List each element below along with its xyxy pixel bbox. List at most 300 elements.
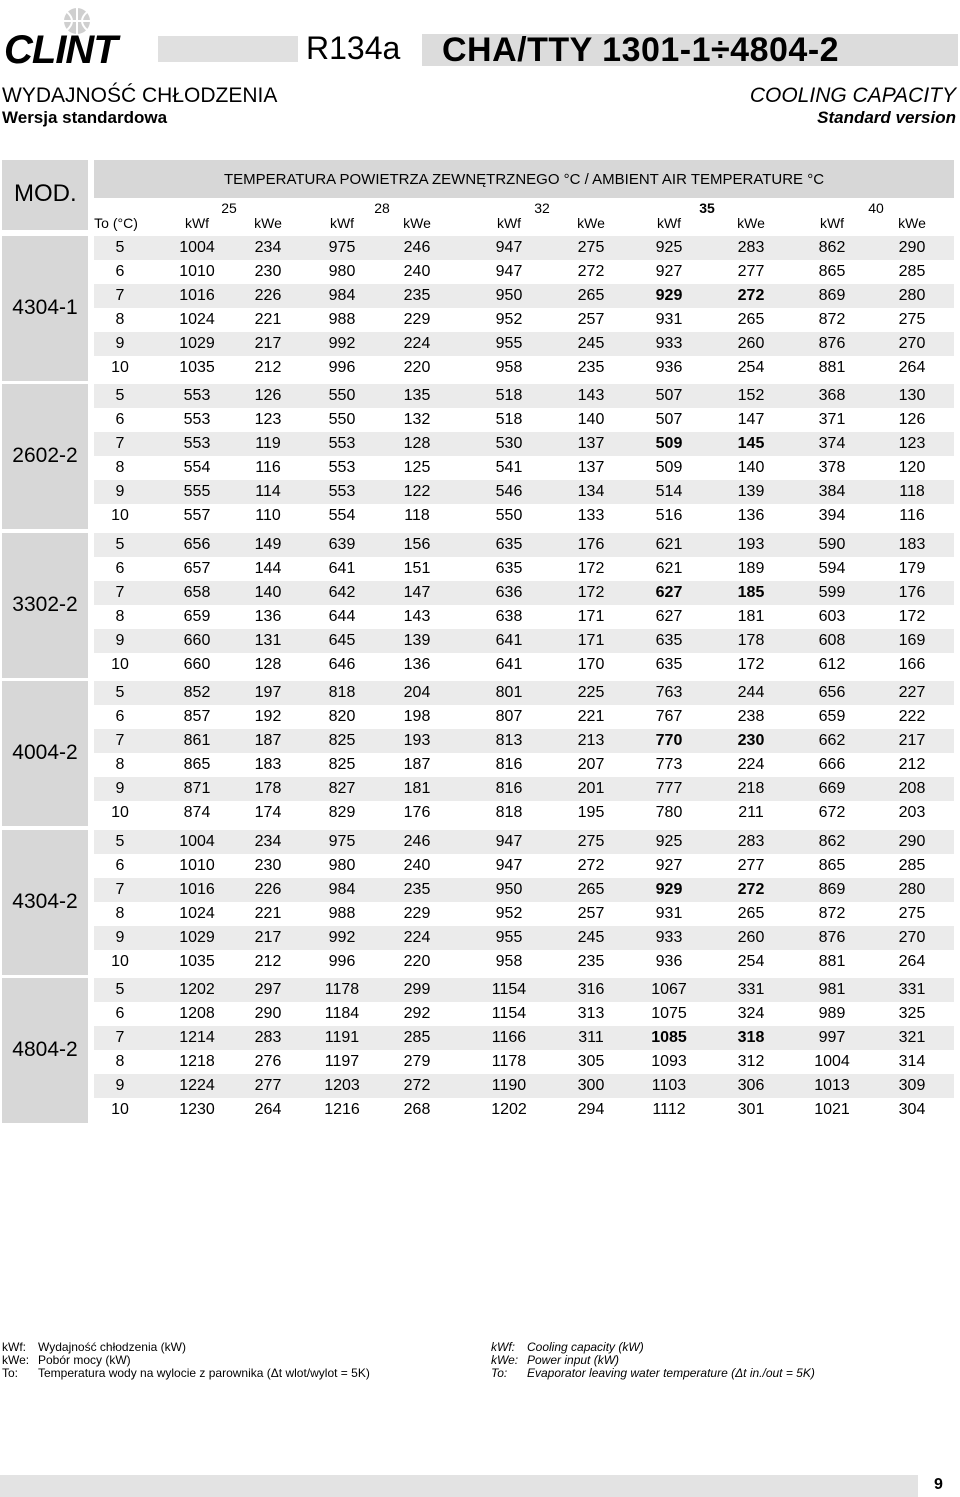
table-row: [94, 432, 954, 456]
kwf-value: 1021: [814, 1100, 850, 1118]
kwf-value: 553: [328, 458, 356, 476]
kwe-value: 172: [737, 655, 765, 673]
kwe-value: 122: [403, 482, 431, 500]
kwf-value: 541: [495, 458, 523, 476]
kwe-value: 254: [737, 952, 765, 970]
kwf-value: 1024: [179, 310, 215, 328]
kwf-value: 394: [818, 506, 846, 524]
to-value: 9: [115, 482, 125, 500]
model-range: CHA/TTY 1301-1÷4804-2: [442, 31, 840, 69]
kwe-value: 224: [737, 755, 765, 773]
kwf-value: 862: [818, 833, 846, 850]
table-row: [94, 408, 954, 432]
kwe-value: 176: [403, 803, 431, 821]
kwf-value: 997: [818, 1028, 846, 1046]
legend-line: [2, 1367, 370, 1380]
kwf-value: 857: [183, 707, 211, 725]
kwe-value: 212: [254, 952, 282, 970]
kwe-value: 226: [254, 880, 282, 898]
title-en: COOLING CAPACITY: [749, 84, 956, 107]
table-row: [94, 681, 954, 705]
kwf-value: 378: [818, 458, 846, 476]
kwf-value: 384: [818, 482, 846, 500]
kwf-value: 1203: [324, 1076, 360, 1094]
kwf-value: 666: [818, 755, 846, 773]
kwf-value: 553: [183, 387, 211, 404]
kwe-value: 331: [898, 981, 926, 998]
kwf-value: 1093: [651, 1052, 687, 1070]
kwf-value: 989: [818, 1004, 846, 1022]
table-row: [94, 705, 954, 729]
to-value: 6: [115, 262, 125, 280]
kwf-value: 553: [328, 482, 356, 500]
to-value: 8: [115, 904, 125, 922]
kwe-value: 275: [898, 310, 926, 328]
kwe-value: 187: [403, 755, 431, 773]
kwf-value: 1103: [651, 1076, 687, 1094]
kwf-value: 646: [328, 655, 356, 673]
kwe-value: 118: [899, 482, 925, 500]
to-value: 6: [115, 856, 125, 874]
kwf-value: 1004: [814, 1052, 850, 1070]
kwf-value: 1085: [651, 1028, 687, 1046]
table-row: [94, 801, 954, 825]
kwf-value: 662: [818, 731, 846, 749]
kwf-value: 865: [818, 262, 846, 280]
legend-key: To:: [2, 1366, 19, 1380]
kwf-value: 927: [655, 856, 683, 874]
kwf-value: 931: [655, 904, 683, 922]
mod-label: MOD.: [14, 180, 77, 207]
kwf-value: 554: [183, 458, 211, 476]
kwe-value: 272: [737, 286, 765, 304]
legend-key: kWf:: [491, 1340, 515, 1354]
kwe-value: 120: [898, 458, 926, 476]
table-row: [94, 260, 954, 284]
kwe-value: 172: [577, 559, 605, 577]
model-name: 2602-2: [12, 443, 78, 467]
kwe-value: 227: [898, 684, 926, 701]
kwe-value: 224: [403, 928, 431, 946]
kwf-value: 509: [655, 458, 683, 476]
kwe-value: 137: [577, 434, 605, 452]
kwf-value: 947: [495, 239, 523, 256]
kwf-value: 955: [495, 928, 523, 946]
kwf-value: 635: [495, 559, 523, 577]
kwe-value: 224: [403, 334, 431, 352]
to-value: 6: [115, 559, 125, 577]
kwe-value: 238: [737, 707, 765, 725]
kwf-value: 1154: [491, 1004, 527, 1022]
kwe-value: 235: [577, 358, 605, 376]
model-name: 3302-2: [12, 592, 78, 616]
kwe-value: 172: [577, 583, 605, 601]
kwf-value: 925: [655, 239, 683, 256]
kwf-value: 641: [495, 655, 523, 673]
kwf-value: 1010: [179, 262, 215, 280]
to-value: 8: [115, 1052, 125, 1070]
kwf-value: 627: [655, 583, 683, 601]
table-row: [94, 605, 954, 629]
kwf-value: 950: [495, 880, 523, 898]
kwe-value: 270: [898, 334, 926, 352]
table-row: [94, 950, 954, 974]
kwf-value: 825: [328, 755, 356, 773]
kwe-value: 116: [255, 458, 281, 476]
kwe-value: 314: [898, 1052, 926, 1070]
kwf-value: 641: [495, 631, 523, 649]
kwf-value: 1208: [179, 1004, 215, 1022]
kwf-value: 947: [495, 833, 523, 850]
kwf-value: 1035: [179, 952, 215, 970]
kwe-value: 213: [577, 731, 605, 749]
ambient-temp-2: 32: [534, 200, 550, 216]
kwf-value: 672: [818, 803, 846, 821]
kwf-value: 829: [328, 803, 356, 821]
to-value: 6: [115, 707, 125, 725]
kwf-value: 984: [328, 286, 356, 304]
kwe-value: 135: [403, 387, 431, 404]
kwe-value: 257: [577, 310, 605, 328]
kwe-value: 183: [254, 755, 282, 773]
kwe-value: 230: [737, 731, 765, 749]
kwf-value: 801: [495, 684, 523, 701]
kwf-value: 1216: [324, 1100, 360, 1118]
kwf-value: 1004: [179, 833, 215, 850]
kwf-value: 947: [495, 856, 523, 874]
kwf-value: 818: [495, 803, 523, 821]
kwf-value: 546: [495, 482, 523, 500]
kwf-value: 1004: [179, 239, 215, 256]
kwf-value: 635: [655, 655, 683, 673]
kwe-value: 201: [577, 779, 605, 797]
kwf-value: 621: [655, 559, 683, 577]
kwf-value: 952: [495, 310, 523, 328]
kwe-value: 193: [403, 731, 431, 749]
model-name: 4304-1: [12, 295, 78, 319]
to-value: 7: [115, 1028, 125, 1046]
model-3302-2: [2, 533, 88, 678]
kwf-value: 374: [818, 434, 846, 452]
kwe-value: 313: [577, 1004, 605, 1022]
kwe-value: 212: [898, 755, 926, 773]
kwe-value: 211: [738, 803, 764, 821]
kwf-value: 555: [183, 482, 211, 500]
kwe-value: 265: [737, 904, 765, 922]
kwf-value: 1202: [491, 1100, 527, 1118]
kwf-value: 929: [655, 286, 683, 304]
kwf-value: 773: [655, 755, 683, 773]
column-subheader: [94, 198, 954, 234]
kwf-value: 933: [655, 334, 683, 352]
brand-name: CLINT: [4, 28, 117, 72]
kwe-value: 220: [403, 358, 431, 376]
kwe-value: 229: [403, 310, 431, 328]
mod-header: [2, 160, 88, 230]
kwe-value: 119: [255, 434, 281, 452]
kwe-value: 277: [254, 1076, 282, 1094]
to-value: 9: [115, 631, 125, 649]
kwe-value: 240: [403, 856, 431, 874]
to-value: 7: [115, 583, 125, 601]
kwe-value: 170: [577, 655, 605, 673]
table-row: [94, 504, 954, 528]
kwe-value: 218: [737, 779, 765, 797]
kwe-value: 169: [898, 631, 926, 649]
table-row: [94, 1074, 954, 1098]
header-bar: [158, 36, 298, 62]
table-row: [94, 653, 954, 677]
kwe-value: 147: [403, 583, 431, 601]
kwe-value: 174: [254, 803, 282, 821]
kwf-value: 931: [655, 310, 683, 328]
kwe-value: 283: [737, 833, 765, 850]
kwf-value: 368: [818, 387, 846, 404]
table-row: [94, 777, 954, 801]
table-row: [94, 926, 954, 950]
kwe-value: 230: [254, 856, 282, 874]
legend-text: Evaporator leaving water temperature (Δt in./out = 5K): [527, 1366, 815, 1380]
to-value: 5: [115, 387, 125, 404]
kwf-value: 861: [183, 731, 211, 749]
kwe-value: 132: [403, 410, 431, 428]
kwf-value: 530: [495, 434, 523, 452]
kwe-value: 268: [403, 1100, 431, 1118]
kwf-value: 659: [818, 707, 846, 725]
kwe-value: 230: [254, 262, 282, 280]
kwe-value: 325: [898, 1004, 926, 1022]
kwe-value: 137: [577, 458, 605, 476]
kwf-value: 553: [183, 434, 211, 452]
model-name: 4804-2: [12, 1037, 78, 1061]
subtitle-pl: Wersja standardowa: [2, 108, 168, 127]
kwe-value: 130: [898, 387, 926, 404]
ambient-temp-label: TEMPERATURA POWIETRZA ZEWNĘTRZNEGO °C / AMBIENT AIR TEMPERATURE °C: [223, 171, 825, 188]
kwf-value: 865: [818, 856, 846, 874]
kwf-value: 645: [328, 631, 356, 649]
legend-text: Cooling capacity (kW): [527, 1340, 644, 1354]
kwe-value: 246: [403, 239, 431, 256]
kwe-value: 136: [254, 607, 282, 625]
kwe-value: 176: [577, 536, 605, 553]
kwf-value: 820: [328, 707, 356, 725]
kwe-value: 128: [403, 434, 431, 452]
to-value: 10: [111, 803, 129, 821]
kwf-value: 507: [655, 387, 683, 404]
kwf-value: 553: [328, 434, 356, 452]
kwf-value: 936: [655, 952, 683, 970]
to-value: 5: [115, 981, 125, 998]
kwf-value: 929: [655, 880, 683, 898]
kwe-value: 140: [737, 458, 765, 476]
kwf-value: 927: [655, 262, 683, 280]
kwf-value: 950: [495, 286, 523, 304]
kwf-value: 865: [183, 755, 211, 773]
to-value: 8: [115, 607, 125, 625]
kwf-value: 639: [328, 536, 356, 553]
kwe-header: kWe: [898, 215, 926, 231]
legend-text: Temperatura wody na wylocie z parownika (Δt wlot/wylot = 5K): [38, 1366, 370, 1380]
table-row: [94, 284, 954, 308]
kwe-value: 301: [737, 1100, 765, 1118]
kwe-value: 147: [737, 410, 765, 428]
kwe-value: 156: [403, 536, 431, 553]
kwe-value: 277: [737, 856, 765, 874]
kwf-value: 371: [818, 410, 846, 428]
kwe-value: 152: [737, 387, 765, 404]
table-row: [94, 729, 954, 753]
kwe-value: 276: [254, 1052, 282, 1070]
kwe-value: 197: [254, 684, 282, 701]
table-row: [94, 236, 954, 260]
kwe-value: 316: [577, 981, 605, 998]
kwe-value: 290: [898, 833, 926, 850]
kwf-value: 881: [818, 358, 846, 376]
kwe-value: 225: [577, 684, 605, 701]
legend-line: [491, 1367, 815, 1380]
kwe-value: 264: [898, 358, 926, 376]
legend-key: kWe:: [2, 1353, 30, 1367]
kwf-value: 975: [328, 833, 356, 850]
kwe-value: 265: [577, 880, 605, 898]
kwe-value: 290: [898, 239, 926, 256]
kwf-value: 1154: [491, 981, 527, 998]
kwf-value: 780: [655, 803, 683, 821]
table-row: [94, 854, 954, 878]
kwe-value: 309: [898, 1076, 926, 1094]
kwf-value: 656: [183, 536, 211, 553]
kwf-value: 1224: [179, 1076, 215, 1094]
kwe-value: 128: [254, 655, 282, 673]
kwe-value: 275: [577, 239, 605, 256]
kwf-value: 816: [495, 779, 523, 797]
table-row: [94, 629, 954, 653]
kwf-value: 876: [818, 928, 846, 946]
kwf-value: 1016: [179, 286, 215, 304]
kwf-value: 644: [328, 607, 356, 625]
kwe-value: 208: [898, 779, 926, 797]
kwf-value: 975: [328, 239, 356, 256]
kwe-value: 260: [737, 928, 765, 946]
kwf-value: 980: [328, 856, 356, 874]
kwf-value: 550: [328, 410, 356, 428]
kwf-value: 636: [495, 583, 523, 601]
kwe-value: 285: [403, 1028, 431, 1046]
kwf-value: 1029: [179, 334, 215, 352]
kwe-value: 280: [898, 286, 926, 304]
kwe-header: kWe: [737, 215, 765, 231]
kwe-value: 178: [737, 631, 765, 649]
ambient-temp-header: [94, 160, 954, 198]
kwe-value: 140: [577, 410, 605, 428]
table-row: [94, 1098, 954, 1122]
to-value: 10: [111, 506, 129, 524]
kwe-value: 283: [254, 1028, 282, 1046]
kwf-value: 599: [818, 583, 846, 601]
legend-pl: [2, 1341, 370, 1380]
kwe-value: 139: [403, 631, 431, 649]
table-row: [94, 902, 954, 926]
table-row: [94, 557, 954, 581]
kwe-value: 321: [898, 1028, 926, 1046]
kwf-value: 872: [818, 310, 846, 328]
kwf-value: 825: [328, 731, 356, 749]
kwe-value: 244: [737, 684, 765, 701]
kwf-value: 509: [655, 434, 683, 452]
kwe-header: kWe: [254, 215, 282, 231]
kwf-value: 612: [818, 655, 846, 673]
kwf-value: 553: [183, 410, 211, 428]
kwf-value: 952: [495, 904, 523, 922]
model-range-banner: [422, 31, 958, 69]
kwe-value: 192: [254, 707, 282, 725]
kwf-value: 518: [495, 387, 523, 404]
kwf-value: 1230: [179, 1100, 215, 1118]
kwe-value: 114: [255, 482, 281, 500]
kwf-value: 996: [328, 952, 356, 970]
kwe-value: 178: [254, 779, 282, 797]
table-row: [94, 753, 954, 777]
kwe-value: 193: [737, 536, 765, 553]
refrigerant-label: R134a: [306, 30, 401, 66]
legend-text: Power input (kW): [527, 1353, 620, 1367]
kwe-value: 226: [254, 286, 282, 304]
ambient-temp-4: 40: [868, 200, 884, 216]
kwe-value: 143: [403, 607, 431, 625]
kwe-value: 300: [577, 1076, 605, 1094]
kwf-value: 981: [818, 981, 846, 998]
kwf-value: 514: [655, 482, 683, 500]
kwe-value: 212: [254, 358, 282, 376]
page-number: 9: [934, 1476, 943, 1493]
kwe-value: 311: [578, 1028, 604, 1046]
kwf-value: 1184: [324, 1004, 360, 1022]
to-value: 5: [115, 684, 125, 701]
kwe-value: 272: [737, 880, 765, 898]
kwe-value: 246: [403, 833, 431, 850]
kwf-value: 936: [655, 358, 683, 376]
kwf-value: 635: [655, 631, 683, 649]
kwe-value: 217: [254, 928, 282, 946]
to-value: 10: [111, 1100, 129, 1118]
kwe-value: 134: [577, 482, 605, 500]
kwe-value: 270: [898, 928, 926, 946]
kwf-value: 669: [818, 779, 846, 797]
kwf-value: 871: [183, 779, 211, 797]
ambient-temp-0: 25: [221, 200, 237, 216]
kwf-header: kWf: [656, 215, 682, 231]
kwe-value: 131: [254, 631, 282, 649]
kwe-value: 222: [898, 707, 926, 725]
kwe-value: 306: [737, 1076, 765, 1094]
kwe-value: 264: [254, 1100, 282, 1118]
kwe-value: 272: [577, 856, 605, 874]
legend-key: kWe:: [491, 1353, 519, 1367]
table-row: [94, 830, 954, 854]
kwe-value: 149: [254, 536, 282, 553]
kwf-value: 827: [328, 779, 356, 797]
kwe-value: 290: [254, 1004, 282, 1022]
kwe-value: 123: [254, 410, 282, 428]
kwf-value: 608: [818, 631, 846, 649]
kwf-value: 984: [328, 880, 356, 898]
kwe-value: 275: [577, 833, 605, 850]
kwf-value: 988: [328, 904, 356, 922]
kwf-value: 992: [328, 334, 356, 352]
kwe-value: 145: [737, 434, 765, 452]
kwe-value: 217: [898, 731, 926, 749]
kwf-value: 518: [495, 410, 523, 428]
